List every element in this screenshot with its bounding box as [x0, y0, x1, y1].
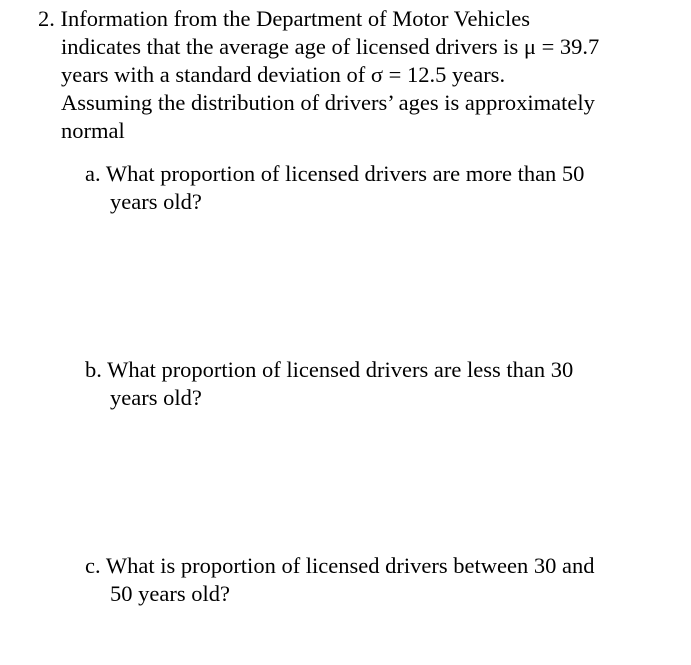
- question-b-letter: b.: [85, 357, 102, 382]
- answer-space-b: [85, 416, 645, 544]
- answer-space-a: [85, 220, 645, 348]
- question-a-line-2: years old?: [110, 189, 202, 214]
- question-c-letter: c.: [85, 553, 101, 578]
- question-c-line-2: 50 years old?: [110, 581, 230, 606]
- question-b-line-1: [85, 356, 573, 384]
- question-a-text: What proportion of licensed drivers are more than 50: [105, 161, 585, 186]
- question-b-text: What proportion of licensed drivers are less than 30: [107, 357, 574, 382]
- problem-number: 2.: [38, 6, 55, 31]
- answer-space-c: [85, 612, 645, 662]
- problem-stem-line-2: indicates that the average age of licensed drivers is μ = 39.7: [61, 34, 600, 59]
- problem-stem-text: Information from the Department of Motor Vehicles: [60, 6, 530, 31]
- problem-stem-line-5: normal: [61, 118, 125, 143]
- question-a-line-1: [85, 160, 584, 188]
- question-c-line-1: [85, 552, 594, 580]
- problem-stem-line-1: [38, 5, 530, 33]
- problem-stem-line-4: Assuming the distribution of drivers’ ages is approximately: [61, 90, 595, 115]
- problem-stem-line-3: years with a standard deviation of σ = 12.5 years.: [61, 62, 506, 87]
- question-b-line-2: years old?: [110, 385, 202, 410]
- question-c-text: What is proportion of licensed drivers between 30 and: [105, 553, 595, 578]
- question-a-letter: a.: [85, 161, 101, 186]
